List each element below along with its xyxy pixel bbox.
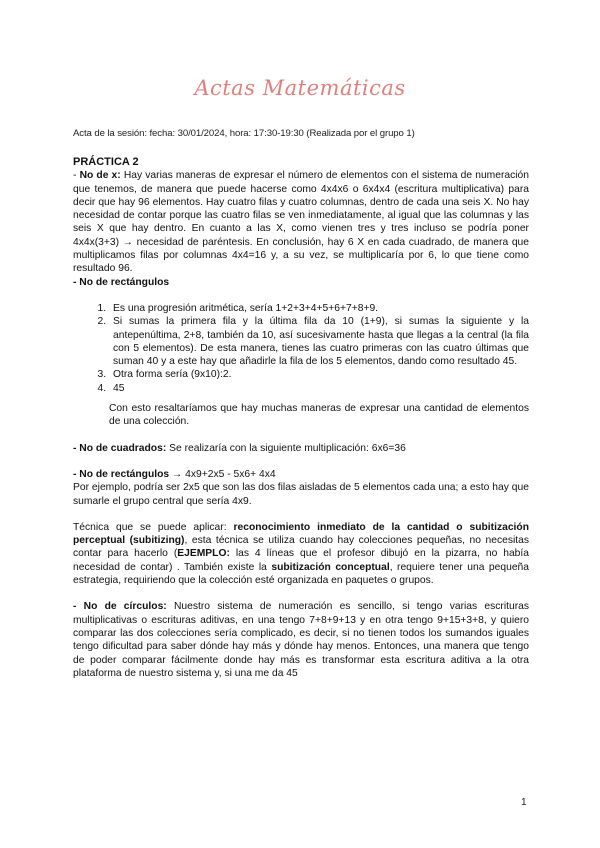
list-conclusion: Con esto resaltaríamos que hay muchas maneras de expresar una cantidad de elementos de una colección. — [109, 403, 529, 428]
session-line: Acta de la sesión: fecha: 30/01/2024, hora: 17:30-19:30 (Realizada por el grupo 1) — [73, 128, 415, 139]
paragraph-rectangulos-formula — [73, 468, 529, 481]
paragraph-text: , esta técnica se utiliza cuando hay colecciones pequeñas, no necesitas contar para hacerlo ( — [73, 535, 529, 560]
paragraph-label: - No de cuadrados: — [73, 442, 167, 454]
list-item: 1. Es una progresión aritmética, sería 1+2+3+4+5+6+7+8+9. — [109, 302, 529, 315]
paragraph-label: - No de rectángulos — [73, 276, 170, 288]
paragraph-rectangulos-text: Por ejemplo, podría ser 2x5 que son las dos filas aisladas de 5 elementos cada una; a esto hay que sumarle el grupo central que sería 4x9. — [73, 482, 529, 507]
paragraph-label: - No de rectángulos — [73, 468, 170, 480]
paragraph-text: , requiere tener una pequeña estrategia, requiriendo que la colección esté organizada en paquetes o grupos. — [73, 561, 529, 587]
document-body — [73, 156, 529, 680]
paragraph-text: Hay varias maneras de expresar el número de elementos con el sistema de numeración que tenemos, de manera que puede hacerse como 4x4x6 o 6x4x4 (escritura multiplicativa) para decir que hay 96 elementos. Hay cuatro filas y cuatro columnas, dentro de cada una seis X. No hay necesidad de contar porque las cuatro filas se ven inmediatamente, al igual que las columnas y las seis X que hay dentro. En cuanto a las X, como vienen tres y tres incluso se podría poner 4x4x(3+3) → necesidad de paréntesis. En conclusión, hay 6 X en cada cuadrado, de manera que multiplicamos filas por columnas 4x4=16 y, a su vez, se multiplicaría por 6, lo que tiene como resultado 96. — [73, 170, 530, 275]
bold-term: reconocimiento inmediato de la cantidad o subitización perceptual (subitizing) — [73, 521, 529, 547]
bold-term: subitización conceptual — [271, 561, 390, 573]
paragraph-text: las 4 líneas que el profesor dibujó en la pizarra, no había necesidad de contar) . También existe la — [73, 548, 529, 573]
paragraph-circulos — [73, 600, 529, 680]
list-item: 4. 45 — [109, 382, 529, 395]
paragraph-formula: → 4x9+2x5 - 5x6+ 4x4 — [169, 468, 276, 480]
paragraph-label: No de x: — [79, 170, 121, 182]
paragraph-cuadrados — [73, 442, 529, 455]
paragraph-tecnica — [73, 521, 529, 587]
list-item: 2. Si sumas la primera fila y la última fila da 10 (1+9), si sumas la siguiente y la antepenúltima, 2+8, también da 10, así sucesivamente hasta que llegas a la central (la fila con 5 elementos). De esta manera, tienes las cuatro primeras con las cuatro últimas que suman 40 y a este hay que añadirle la fila de los 5 elementos, dando como resultado 45. — [109, 315, 529, 368]
list-item: 3. Otra forma sería (9x10):2. — [109, 368, 529, 381]
paragraph-text: Se realizaría con la siguiente multiplicación: 6x6=36 — [166, 442, 406, 454]
paragraph-label: - No de círculos: — [73, 601, 167, 613]
paragraph-lead: - — [73, 170, 80, 182]
page-number: 1 — [521, 797, 527, 808]
bold-term: EJEMPLO: — [177, 548, 230, 560]
paragraph-rectangulos-label — [73, 276, 529, 289]
paragraph-text: Nuestro sistema de numeración es sencillo, si tengo varias escrituras multiplicativas o escrituras aditivas, en una tengo 7+8+9+13 y en otra tengo 9+15+3+8, y quiero comparar las dos colecciones sería complicado, es decir, si no tienen todos los sumandos iguales tengo dificultad para saber dónde hay más y dónde hay menos. Entonces, una manera que tengo de poder comparar fácilmente donde hay más es transformar esta escritura aditiva a la otra plataforma de nuestro sistema y, si una me da 45 — [73, 601, 530, 679]
document-title: Actas Matemáticas — [194, 76, 406, 100]
paragraph-no-x — [73, 169, 529, 275]
section-heading: PRÁCTICA 2 — [73, 156, 139, 168]
numbered-list — [73, 302, 529, 395]
paragraph-text: Técnica que se puede aplicar: — [73, 521, 234, 533]
